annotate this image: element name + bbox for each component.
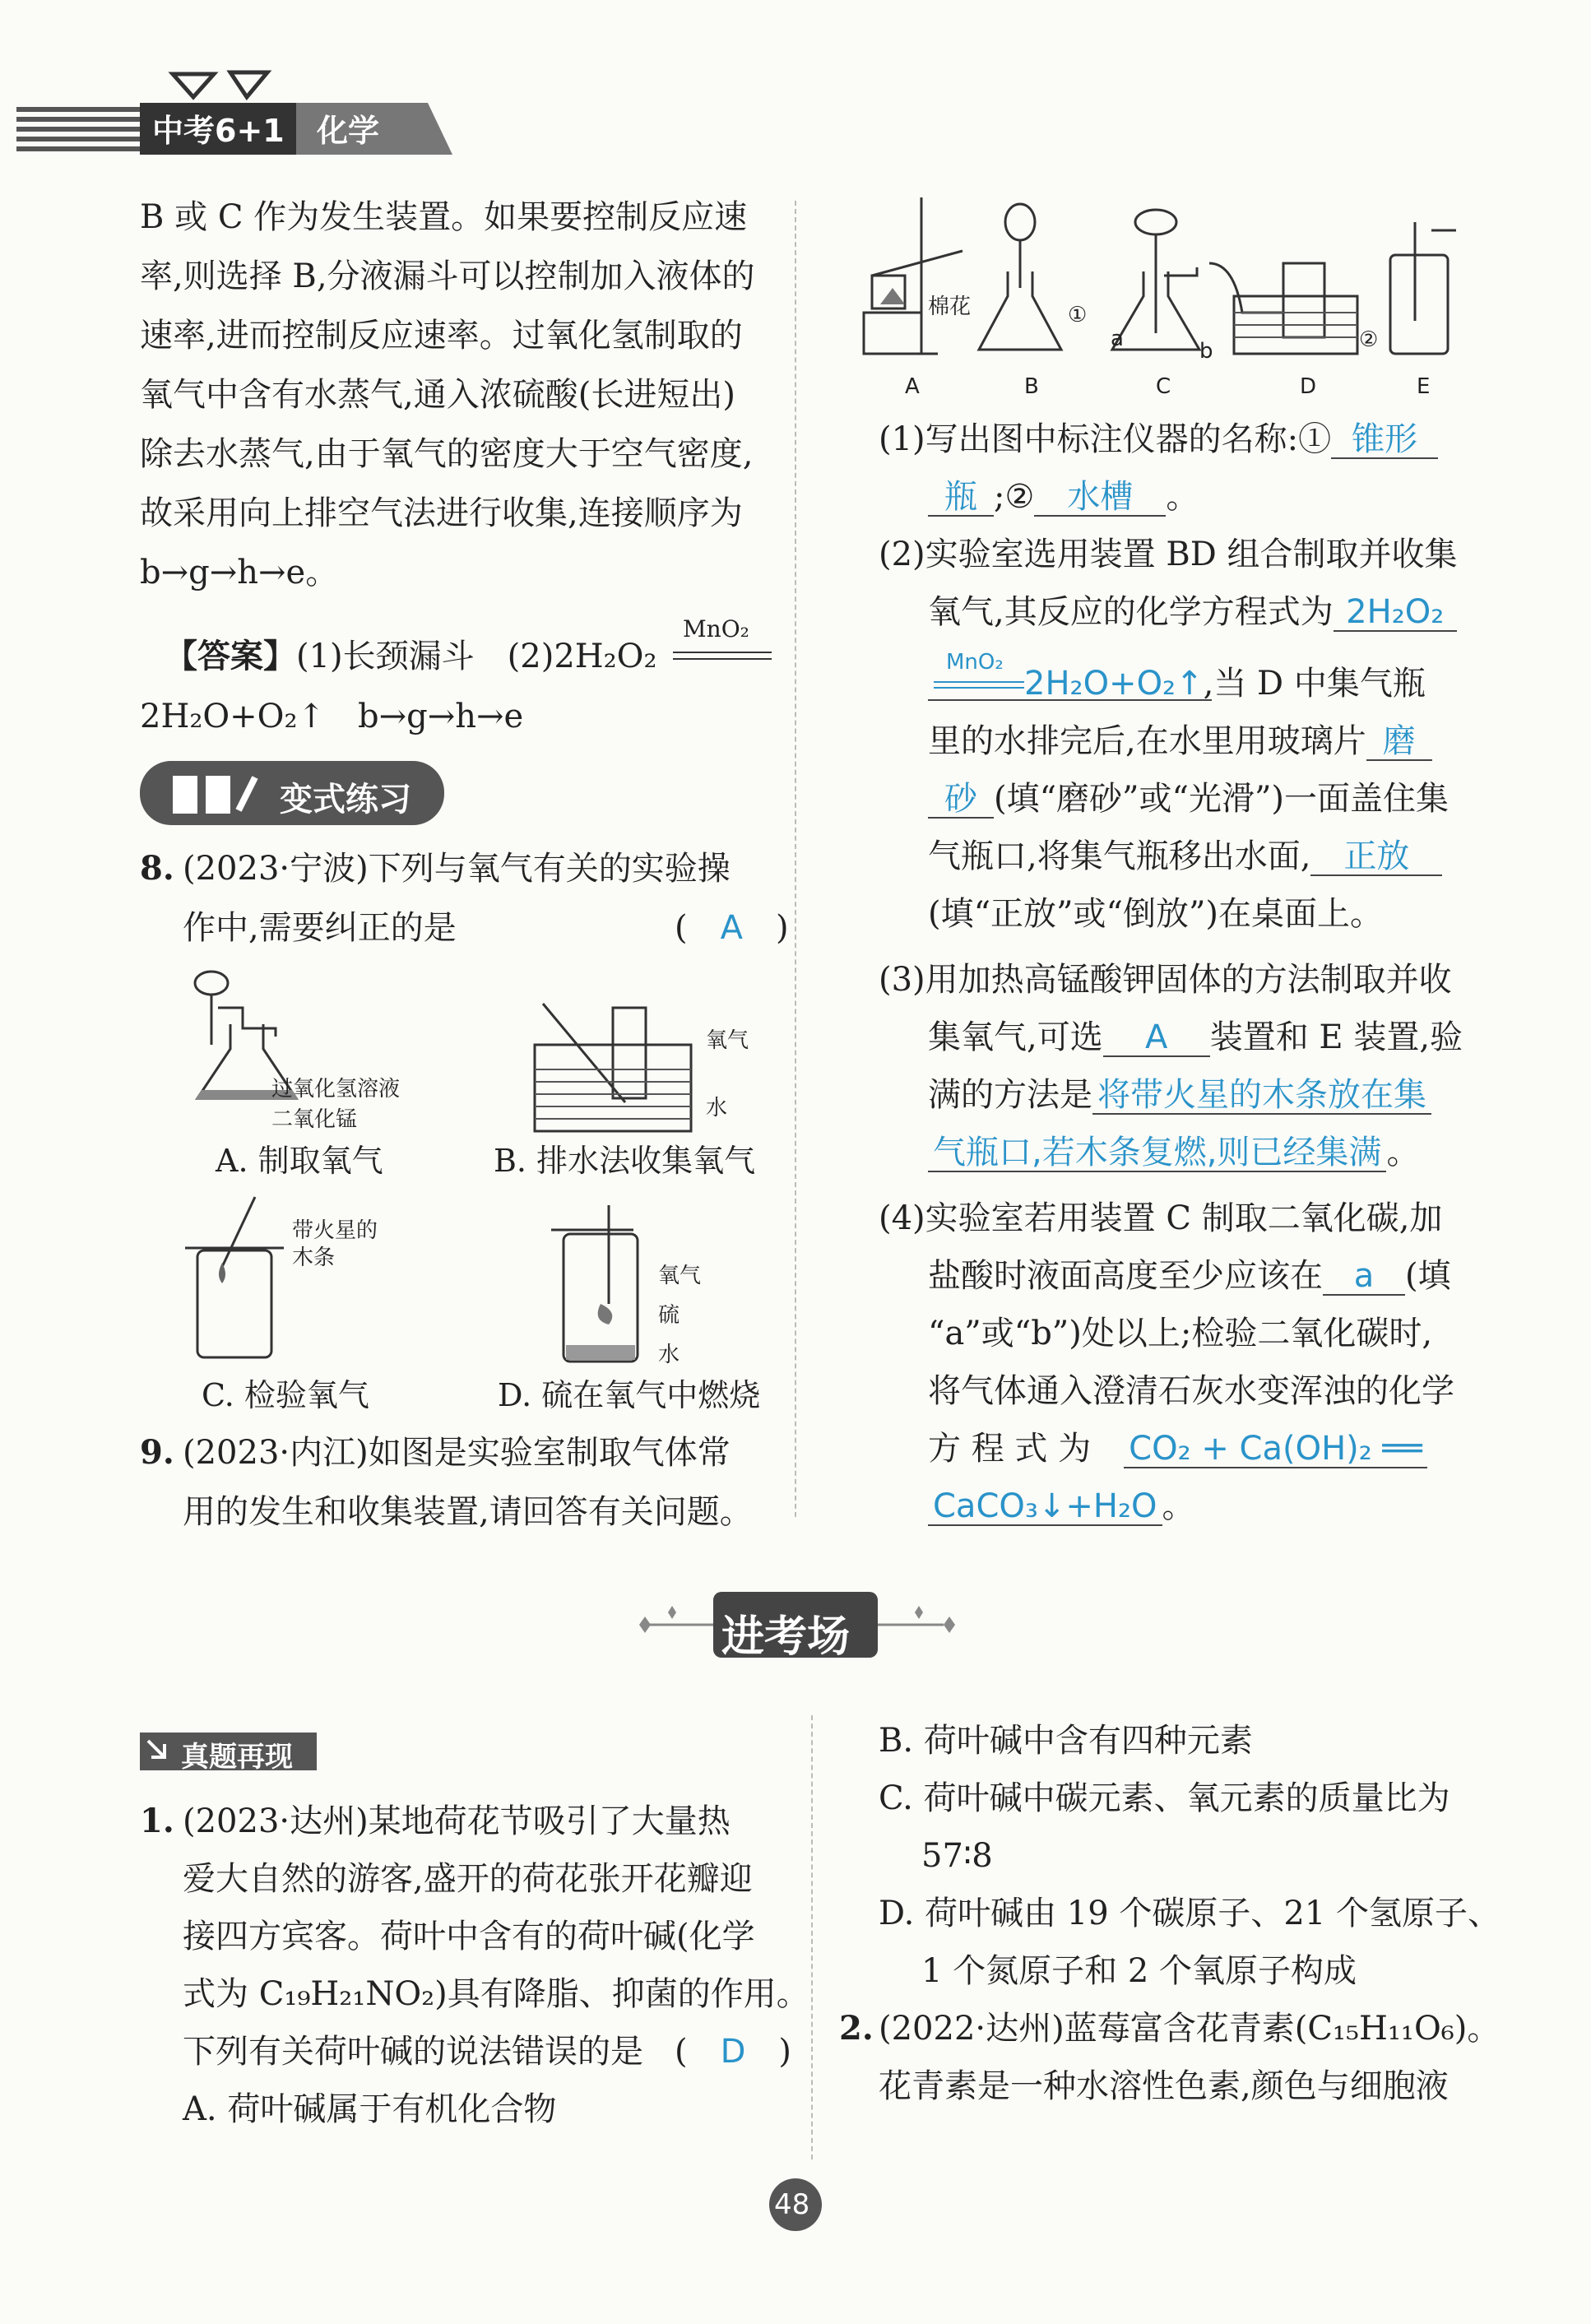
part-2: (2)实验室选用装置 BD 组合制取并收集 bbox=[879, 536, 1458, 573]
apparatus-b: B bbox=[1024, 374, 1039, 399]
answer-text: 气瓶口,若木条复燃,则已经集满 bbox=[933, 1134, 1382, 1171]
part-1-cont bbox=[928, 475, 1199, 518]
question-number: 9. bbox=[140, 1433, 174, 1472]
equals-sign bbox=[934, 681, 1024, 689]
question-stem: 作中,需要纠正的是 bbox=[183, 909, 457, 947]
part-2-l4 bbox=[928, 720, 1432, 763]
question-stem: (2023·宁波)下列与氧气有关的实验操 bbox=[183, 850, 731, 888]
answer-blank bbox=[1092, 1077, 1431, 1115]
explain-line: 除去水蒸气,由于氧气的密度大于空气密度, bbox=[140, 435, 754, 473]
answer-blank bbox=[1034, 479, 1166, 517]
option-d: D. 荷叶碱由 19 个碳原子、21 个氢原子、 bbox=[879, 1895, 1501, 1932]
explain-line: B 或 C 作为发生装置。如果要控制反应速 bbox=[140, 198, 748, 236]
option-c-cont: 57∶8 bbox=[921, 1837, 993, 1875]
part-3-l3 bbox=[928, 1074, 1431, 1116]
answer-blank bbox=[928, 1134, 1386, 1172]
answer-text: 磨 bbox=[1382, 722, 1416, 760]
answer-bracket: ( D ) bbox=[675, 2033, 792, 2071]
answer-text: 锥形 bbox=[1352, 420, 1418, 458]
part-3-l4 bbox=[928, 1131, 1419, 1174]
part-4-l6 bbox=[928, 1485, 1195, 1528]
answer-text: A bbox=[1145, 1018, 1168, 1056]
option-b: B. 荷叶碱中含有四种元素 bbox=[879, 1722, 1253, 1760]
label-circle-1: ① bbox=[1068, 303, 1088, 327]
part-4: (4)实验室若用装置 C 制取二氧化碳,加 bbox=[879, 1199, 1443, 1237]
label-b: b bbox=[1199, 339, 1213, 364]
question-stem: (2022·达州)蓝莓富含花青素(C₁₅H₁₁O₆)。 bbox=[879, 2010, 1501, 2048]
label-sulfur: 硫 bbox=[658, 1303, 680, 1328]
answer-blank bbox=[1331, 421, 1438, 459]
part-text: 。 bbox=[1386, 1134, 1420, 1171]
label-mno2: 二氧化锰 bbox=[271, 1107, 358, 1132]
option-c: C. 检验氧气 bbox=[202, 1377, 369, 1413]
question-stem: 式为 C₁₉H₂₁NO₂)具有降脂、抑菌的作用。 bbox=[183, 1975, 809, 2013]
banner-title: 进考场 bbox=[721, 1612, 851, 1662]
part-text: 装置和 E 装置,验 bbox=[1209, 1018, 1463, 1056]
part-text: 满的方法是 bbox=[928, 1076, 1092, 1114]
answer-blank bbox=[1124, 1431, 1427, 1468]
answer-line-2: 2H₂O+O₂↑ b→g→h→e bbox=[140, 698, 524, 735]
apparatus-c: C bbox=[1156, 374, 1171, 399]
part-2-l7: (填“正放”或“倒放”)在桌面上。 bbox=[928, 895, 1384, 933]
option-d-cont: 1 个氮原子和 2 个氧原子构成 bbox=[921, 1952, 1357, 1990]
answer-label: 【答案】 bbox=[165, 637, 296, 675]
answer-catalyst: MnO₂ bbox=[946, 650, 1004, 675]
answer-text: 水槽 bbox=[1067, 478, 1134, 516]
part-text: (填“磨砂”或“光滑”)一面盖住集 bbox=[994, 780, 1450, 818]
option-b: B. 排水法收集氧气 bbox=[494, 1143, 756, 1179]
section-title: 真题再现 bbox=[181, 1741, 293, 1774]
answer-blank bbox=[1103, 1019, 1210, 1057]
part-3: (3)用加热高锰酸钾固体的方法制取并收 bbox=[879, 961, 1452, 999]
part-4-l2 bbox=[928, 1255, 1451, 1297]
part-2-l2 bbox=[928, 591, 1457, 633]
answer-text: CaCO₃↓+H₂O bbox=[933, 1487, 1157, 1525]
part-text: (填 bbox=[1405, 1257, 1451, 1295]
answer-text: (1)长颈漏斗 (2)2H₂O₂ bbox=[296, 638, 657, 675]
part-4-l5 bbox=[928, 1427, 1427, 1470]
part-text: 氧气,其反应的化学方程式为 bbox=[928, 593, 1334, 631]
label-a: a bbox=[1111, 327, 1124, 351]
part-text: 方 程 式 为 bbox=[928, 1430, 1092, 1468]
part-1 bbox=[879, 418, 1438, 461]
answer-text: CO₂ + Ca(OH)₂ ══ bbox=[1129, 1430, 1422, 1468]
label-water: 水 bbox=[706, 1096, 728, 1120]
header-series: 中考6+1 bbox=[152, 113, 285, 149]
apparatus-a: A bbox=[905, 374, 920, 399]
apparatus-d: D bbox=[1300, 374, 1317, 399]
answer-text: 瓶 bbox=[944, 478, 977, 516]
part-text: 集氧气,可选 bbox=[928, 1018, 1103, 1056]
part-text: 。 bbox=[1166, 478, 1199, 516]
part-4-l3: “a”或“b”)处以上;检验二氧化碳时, bbox=[928, 1315, 1433, 1352]
answer-blank bbox=[928, 781, 994, 819]
explain-line: b→g→h→e。 bbox=[140, 554, 339, 591]
question-stem: 用的发生和收集装置,请回答有关问题。 bbox=[183, 1493, 753, 1531]
answer-blank bbox=[1334, 594, 1457, 632]
part-2-l6 bbox=[928, 835, 1442, 878]
answer-line-1 bbox=[165, 635, 657, 678]
label-cotton: 棉花 bbox=[928, 295, 972, 319]
answer-blank bbox=[1366, 723, 1432, 761]
answer-blank bbox=[1323, 1258, 1405, 1296]
question-stem: 花青素是一种水溶性色素,颜色与细胞液 bbox=[879, 2067, 1449, 2105]
explain-line: 率,则选择 B,分液漏斗可以控制加入液体的 bbox=[140, 257, 755, 295]
label-h2o2: 过氧化氢溶液 bbox=[271, 1077, 401, 1102]
answer-text: 2H₂O+O₂↑ bbox=[1024, 665, 1204, 703]
part-text: 盐酸时液面高度至少应该在 bbox=[928, 1257, 1323, 1295]
part-text: (1)写出图中标注仪器的名称:① bbox=[879, 420, 1332, 458]
column-divider-bottom bbox=[811, 1715, 813, 2159]
answer-blank bbox=[1310, 838, 1442, 876]
part-4-l4: 将气体通入澄清石灰水变浑浊的化学 bbox=[928, 1372, 1454, 1410]
apparatus-e: E bbox=[1417, 374, 1431, 399]
part-text: ;② bbox=[994, 478, 1035, 516]
water-trough-icon bbox=[535, 1004, 699, 1135]
question-stem: 下列有关荷叶碱的说法错误的是 bbox=[183, 2033, 643, 2071]
page-number: 48 bbox=[774, 2188, 810, 2221]
option-a: A. 制取氧气 bbox=[216, 1143, 383, 1179]
section-title: 变式练习 bbox=[280, 781, 411, 819]
part-text: 气瓶口,将集气瓶移出水面, bbox=[928, 837, 1311, 875]
question-number: 8. bbox=[140, 849, 174, 888]
answer-text: 砂 bbox=[944, 780, 977, 818]
answer-catalyst: MnO₂ bbox=[683, 615, 749, 642]
label-water-d: 水 bbox=[658, 1343, 680, 1367]
answer-underline bbox=[928, 699, 1212, 701]
label-stick: 木条 bbox=[292, 1245, 336, 1270]
answer-choice: D bbox=[720, 2033, 746, 2071]
question-stem: 接四方宾客。荷叶中含有的荷叶碱(化学 bbox=[183, 1918, 755, 1955]
explain-line: 故采用向上排空气法进行收集,连接顺序为 bbox=[140, 494, 743, 532]
part-text: ,当 D 中集气瓶 bbox=[1203, 665, 1426, 703]
question-stem: (2023·达州)某地荷花节吸引了大量热 bbox=[183, 1802, 731, 1840]
label-oxygen: 氧气 bbox=[706, 1028, 749, 1053]
part-text: 里的水排完后,在水里用玻璃片 bbox=[928, 722, 1366, 760]
option-a: A. 荷叶碱属于有机化合物 bbox=[183, 2090, 557, 2128]
label-oxygen-d: 氧气 bbox=[658, 1264, 702, 1288]
label-circle-2: ② bbox=[1359, 327, 1379, 352]
question-number: 1. bbox=[140, 1802, 174, 1840]
answer-choice: A bbox=[720, 909, 743, 947]
explain-line: 速率,进而控制反应速率。过氧化氢制取的 bbox=[140, 317, 743, 355]
column-divider bbox=[795, 201, 796, 1517]
part-2-l5 bbox=[928, 777, 1449, 820]
explain-line: 氧气中含有水蒸气,通入浓硫酸(长进短出) bbox=[140, 376, 735, 414]
answer-text: 2H₂O₂ bbox=[1346, 593, 1445, 631]
answer-bracket: ( A ) bbox=[675, 909, 789, 947]
option-d: D. 硫在氧气中燃烧 bbox=[498, 1377, 761, 1413]
question-stem: 爱大自然的游客,盛开的荷花张开花瓣迎 bbox=[183, 1860, 753, 1898]
label-spark: 带火星的 bbox=[292, 1218, 378, 1243]
part-text: 。 bbox=[1162, 1487, 1195, 1525]
part-3-l2 bbox=[928, 1016, 1463, 1059]
question-number: 2. bbox=[839, 2009, 874, 2048]
equals-sign bbox=[673, 652, 772, 660]
question-stem: (2023·内江)如图是实验室制取气体常 bbox=[183, 1434, 731, 1472]
answer-blank bbox=[928, 479, 994, 517]
answer-text: a bbox=[1353, 1257, 1375, 1295]
answer-blank bbox=[928, 1488, 1162, 1526]
answer-text: 将带火星的木条放在集 bbox=[1097, 1076, 1426, 1114]
option-c: C. 荷叶碱中碳元素、氧元素的质量比为 bbox=[879, 1779, 1450, 1817]
answer-text: 正放 bbox=[1343, 837, 1410, 875]
header-subject: 化学 bbox=[317, 113, 380, 149]
